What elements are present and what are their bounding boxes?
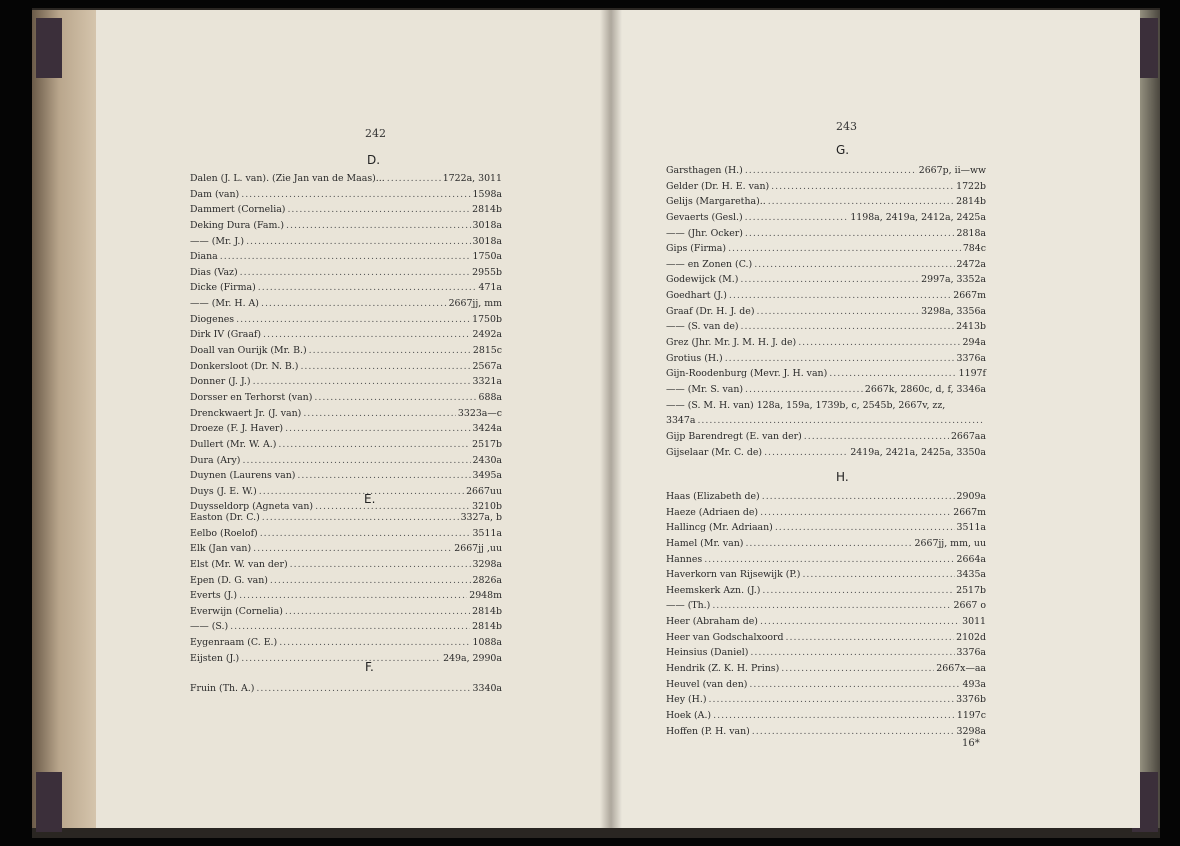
entry-name: —— (Mr. S. van): [666, 383, 744, 395]
entry-name: Diogenes: [190, 313, 235, 325]
leader-dots: [253, 374, 471, 390]
entry-name: Donner (J. J.): [190, 376, 251, 388]
entry-name: Hey (H.): [666, 694, 707, 706]
entry-reference: 3018a: [472, 235, 502, 247]
index-entry: [666, 429, 986, 445]
entry-reference: 2413b: [956, 321, 986, 333]
index-entry: [666, 351, 986, 367]
index-entry: [190, 604, 502, 620]
leader-dots: [246, 234, 470, 250]
entry-reference: 2667uu: [466, 485, 502, 497]
leader-dots: [712, 598, 951, 614]
entry-name: —— (Mr. H. A): [190, 298, 259, 310]
leader-dots: [768, 194, 954, 210]
entry-reference: 1197c: [956, 709, 986, 721]
entry-name: Eygenraam (C. E.): [190, 637, 278, 649]
leader-dots: [713, 708, 955, 724]
entry-name: —— en Zonen (C.): [666, 258, 753, 270]
entry-reference: 2667jj, mm: [448, 298, 502, 310]
entry-reference: 2667p, ii—ww: [918, 165, 986, 176]
leader-dots: [762, 583, 954, 599]
index-entry: [666, 288, 986, 304]
index-entry: [666, 724, 986, 740]
index-entry: [666, 645, 986, 661]
entry-name: Gijselaar (Mr. C. de): [666, 446, 763, 458]
entry-reference: 3376a: [956, 352, 986, 364]
entry-name: Goedhart (J.): [666, 290, 727, 302]
entry-name: Dam (van): [190, 188, 240, 200]
leader-dots: [242, 453, 470, 469]
index-entry: [666, 398, 986, 414]
leader-dots: [829, 366, 956, 382]
index-entry: [666, 708, 986, 724]
entry-reference: 3298a: [956, 725, 986, 737]
index-list: [190, 510, 502, 666]
index-entry: [190, 468, 502, 484]
leader-dots: [745, 382, 863, 398]
corner-protector: [36, 18, 62, 78]
index-entry: [190, 218, 502, 234]
leader-dots: [804, 429, 949, 445]
entry-name: Duys (J. E. W.): [190, 485, 257, 497]
entry-reference: 2667m: [953, 506, 986, 518]
index-entry: [190, 280, 502, 296]
leader-dots: [760, 505, 951, 521]
entry-reference: 3298a, 3356a: [921, 305, 986, 317]
entry-name: Haeze (Adriaen de): [666, 506, 759, 518]
leader-dots: [297, 468, 470, 484]
entry-reference: 1598a: [472, 188, 502, 200]
entry-name: Gijp Barendregt (E. van der): [666, 430, 802, 442]
leader-dots: [263, 327, 471, 343]
entry-name: Droeze (F. J. Haver): [190, 423, 284, 435]
index-entry: [666, 319, 986, 335]
leader-dots: [220, 249, 471, 265]
entry-reference: 2814b: [472, 621, 502, 633]
leader-dots: [258, 280, 477, 296]
leader-dots: [802, 567, 954, 583]
page-number: 243: [836, 120, 857, 133]
index-entry: [190, 234, 502, 250]
leader-dots: [285, 421, 470, 437]
entry-name: Eelbo (Roelof): [190, 527, 258, 539]
leader-dots: [241, 651, 441, 667]
leader-dots: [786, 630, 955, 646]
entry-reference: 784c: [962, 243, 986, 255]
index-entry: [666, 335, 986, 351]
entry-reference: 2667x—aa: [936, 663, 986, 675]
index-entry: [190, 635, 502, 651]
entry-reference: 471a: [478, 282, 502, 294]
index-entry: [666, 505, 986, 521]
entry-name: Heemskerk Azn. (J.): [666, 584, 761, 596]
entry-reference: 3511a: [472, 527, 502, 539]
page-number: 242: [365, 127, 386, 140]
entry-reference: 3018a: [472, 219, 502, 231]
index-entry: [666, 536, 986, 552]
leader-dots: [771, 179, 954, 195]
entry-name: Heinsius (Daniel): [666, 647, 749, 659]
leader-dots: [285, 604, 470, 620]
leader-dots: [745, 210, 849, 226]
entry-name: Easton (Dr. C.): [190, 512, 260, 523]
section-heading: H.: [836, 470, 849, 484]
leader-dots: [314, 390, 476, 406]
entry-reference: 2517b: [956, 584, 986, 596]
entry-reference: 2667 o: [953, 600, 986, 612]
index-entry: [190, 588, 502, 604]
entry-name: Gelijs (Margaretha)..: [666, 196, 766, 208]
entry-reference: 3376b: [956, 694, 986, 706]
entry-reference: 3424a: [472, 423, 502, 435]
index-entry: [666, 567, 986, 583]
entry-name: Elst (Mr. W. van der): [190, 558, 288, 570]
leader-dots: [775, 520, 955, 536]
index-list: [666, 163, 986, 460]
entry-name: Dicke (Firma): [190, 282, 256, 294]
index-entry: [666, 304, 986, 320]
entry-reference: 3340a: [472, 683, 502, 694]
index-entry: [190, 453, 502, 469]
leader-dots: [262, 510, 459, 526]
leader-dots: [253, 541, 452, 557]
leader-dots: [261, 296, 447, 312]
index-entry: [666, 614, 986, 630]
entry-name: Everts (J.): [190, 590, 238, 602]
entry-reference: 1722a, 3011: [442, 173, 502, 184]
leader-dots: [259, 484, 464, 500]
entry-reference: 2667jj, mm, uu: [914, 537, 986, 549]
leader-dots: [240, 265, 470, 281]
entry-reference: 2492a: [472, 329, 502, 341]
index-entry: [190, 312, 502, 328]
index-entry: [190, 249, 502, 265]
entry-reference: 2997a, 3352a: [921, 274, 986, 286]
entry-name: Hendrik (Z. K. H. Prins): [666, 663, 780, 675]
leader-dots: [752, 724, 955, 740]
index-entry: [190, 437, 502, 453]
entry-name: Grotius (H.): [666, 352, 723, 364]
entry-reference: 2667jj ,uu: [454, 543, 502, 555]
entry-reference: 3376a: [956, 647, 986, 659]
entry-name: 3347a: [666, 415, 696, 427]
index-entry: [190, 390, 502, 406]
index-entry: [190, 526, 502, 542]
entry-name: Hannes: [666, 553, 703, 565]
section-heading: D.: [367, 153, 381, 167]
section-heading: E.: [364, 492, 376, 506]
entry-reference: 2430a: [472, 454, 502, 466]
entry-name: Drenckwaert Jr. (J. van): [190, 407, 302, 419]
index-entry: [190, 484, 502, 500]
entry-reference: 3511a: [956, 522, 986, 534]
entry-name: Doall van Ourijk (Mr. B.): [190, 345, 307, 357]
entry-name: —— (S. van de): [666, 321, 739, 333]
entry-reference: 493a: [962, 678, 986, 690]
entry-name: Hallincg (Mr. Adriaan): [666, 522, 773, 534]
entry-name: Gips (Firma): [666, 243, 727, 255]
entry-reference: 1197f: [958, 368, 986, 380]
index-entry: [666, 489, 986, 505]
entry-reference: 1722b: [956, 180, 986, 192]
leader-dots: [708, 692, 954, 708]
leader-dots: [303, 406, 456, 422]
entry-reference: 2826a: [472, 574, 502, 586]
leader-dots: [309, 343, 471, 359]
entry-reference: 3210b: [472, 501, 502, 513]
entry-reference: 3323a—c: [457, 407, 502, 419]
index-entry: [190, 202, 502, 218]
entry-reference: 249a, 2990a: [443, 652, 502, 664]
index-entry: [666, 382, 986, 398]
entry-name: Diana: [190, 251, 218, 263]
entry-reference: 2815c: [472, 345, 502, 357]
entry-reference: 2814b: [956, 196, 986, 208]
entry-reference: 2814b: [472, 204, 502, 216]
entry-name: Gelder (Dr. H. E. van): [666, 180, 770, 192]
entry-name: Deking Dura (Fam.): [190, 219, 285, 231]
entry-name: Heuvel (van den): [666, 678, 748, 690]
leader-dots: [745, 226, 955, 242]
index-entry: [190, 265, 502, 281]
entry-reference: 2667k, 2860c, d, f, 3346a: [864, 383, 986, 395]
entry-name: Everwijn (Cornelia): [190, 605, 283, 617]
leader-dots: [764, 445, 848, 461]
entry-name: Grez (Jhr. Mr. J. M. H. J. de): [666, 337, 797, 349]
index-entry: [666, 163, 986, 179]
leader-dots: [741, 319, 955, 335]
entry-reference: 2517b: [472, 438, 502, 450]
entry-name: Eijsten (J.): [190, 652, 240, 664]
entry-reference: 1088a: [472, 637, 502, 649]
entry-name: Gevaerts (Gesl.): [666, 211, 743, 223]
entry-reference: 294a: [962, 337, 986, 349]
entry-name: Garsthagen (H.): [666, 165, 743, 176]
entry-name: Godewijck (M.): [666, 274, 739, 286]
entry-name: Epen (D. G. van): [190, 574, 268, 586]
leader-dots: [745, 163, 917, 179]
entry-reference: 2472a: [956, 258, 986, 270]
index-entry: [190, 510, 502, 526]
leader-dots: [256, 681, 470, 697]
entry-name: Dias (Vaz): [190, 266, 238, 278]
entry-name: Duysseldorp (Agneta van): [190, 501, 314, 513]
entry-name: —— (Jhr. Ocker): [666, 227, 743, 239]
index-entry: [666, 179, 986, 195]
entry-reference: 2667m: [953, 290, 986, 302]
index-entry: [190, 327, 502, 343]
leader-dots: [260, 526, 471, 542]
leader-dots: [729, 288, 951, 304]
index-entry: [666, 257, 986, 273]
signature-mark: 16*: [962, 738, 980, 749]
index-entry: [666, 520, 986, 536]
leader-dots: [241, 187, 470, 203]
entry-name: —— (S. M. H. van) 128a, 159a, 1739b, c, 2545b, 2667v, zz,: [666, 399, 946, 411]
leader-dots: [279, 635, 470, 651]
leader-dots: [798, 335, 960, 351]
page-edges-left: [32, 10, 100, 828]
index-entry: [190, 406, 502, 422]
entry-reference: 2664a: [956, 553, 986, 565]
entry-name: —— (Mr. J.): [190, 235, 245, 247]
entry-name: Heer (Abraham de): [666, 616, 758, 628]
entry-name: Haverkorn van Rijsewijk (P.): [666, 569, 801, 581]
leader-dots: [270, 573, 471, 589]
leader-dots: [697, 413, 984, 429]
leader-dots: [300, 359, 470, 375]
index-entry: [666, 366, 986, 382]
entry-reference: 688a: [478, 391, 502, 403]
leader-dots: [754, 257, 954, 273]
index-entry: [190, 296, 502, 312]
index-entry: [666, 445, 986, 461]
index-entry: [666, 598, 986, 614]
index-entry: [190, 359, 502, 375]
leader-dots: [387, 171, 441, 187]
entry-reference: 1750a: [472, 251, 502, 263]
entry-reference: 2667aa: [950, 430, 986, 442]
entry-reference: 3435a: [956, 569, 986, 581]
leader-dots: [740, 272, 919, 288]
entry-name: Hoek (A.): [666, 709, 712, 721]
index-entry: [190, 681, 502, 697]
index-list: [190, 171, 502, 515]
leader-dots: [757, 304, 920, 320]
entry-reference: 1198a, 2419a, 2412a, 2425a: [850, 211, 986, 223]
index-entry: [666, 272, 986, 288]
entry-name: Dirk IV (Graaf): [190, 329, 262, 341]
index-entry: [666, 583, 986, 599]
index-entry: [190, 421, 502, 437]
section-heading: G.: [836, 143, 850, 157]
entry-reference: 1750b: [472, 313, 502, 325]
index-entry: [666, 552, 986, 568]
index-entry: [666, 661, 986, 677]
entry-name: Haas (Elizabeth de): [666, 491, 760, 502]
entry-name: Dorsser en Terhorst (van): [190, 391, 313, 403]
entry-reference: 2948m: [469, 590, 502, 602]
leader-dots: [760, 614, 960, 630]
leader-dots: [290, 557, 471, 573]
index-entry: [190, 651, 502, 667]
entry-name: Fruin (Th. A.): [190, 683, 255, 694]
index-entry: [190, 374, 502, 390]
entry-name: Heer van Godschalxoord: [666, 631, 784, 643]
index-entry: [190, 557, 502, 573]
leader-dots: [230, 619, 470, 635]
entry-reference: 3011: [962, 616, 986, 628]
entry-reference: 2909a: [956, 491, 986, 502]
index-list: [666, 489, 986, 739]
leader-dots: [286, 218, 471, 234]
entry-name: Elk (Jan van): [190, 543, 252, 555]
entry-reference: 2102d: [956, 631, 986, 643]
index-entry: [666, 210, 986, 226]
entry-name: Dalen (J. L. van). (Zie Jan van de Maas)...: [190, 173, 385, 184]
leader-dots: [728, 241, 961, 257]
index-entry: [190, 573, 502, 589]
leader-dots: [750, 645, 954, 661]
entry-name: Hamel (Mr. van): [666, 537, 744, 549]
entry-name: —— (Th.): [666, 600, 711, 612]
leader-dots: [278, 437, 470, 453]
leader-dots: [781, 661, 934, 677]
leader-dots: [239, 588, 467, 604]
leader-dots: [704, 552, 954, 568]
entry-name: Dammert (Cornelia): [190, 204, 286, 216]
index-entry: [190, 541, 502, 557]
entry-name: Dura (Ary): [190, 454, 241, 466]
entry-name: —— (S.): [190, 621, 229, 633]
index-entry: [666, 692, 986, 708]
entry-reference: 2814b: [472, 605, 502, 617]
index-list: [190, 681, 502, 697]
leader-dots: [725, 351, 955, 367]
entry-reference: 2419a, 2421a, 2425a, 3350a: [850, 446, 986, 458]
entry-reference: 3321a: [472, 376, 502, 388]
book-gutter: [600, 10, 622, 828]
index-entry: [666, 226, 986, 242]
entry-name: Dullert (Mr. W. A.): [190, 438, 277, 450]
entry-name: Graaf (Dr. H. J. de): [666, 305, 755, 317]
entry-name: Duynen (Laurens van): [190, 470, 296, 482]
entry-name: Gijn-Roodenburg (Mevr. J. H. van): [666, 368, 828, 380]
index-entry: [190, 343, 502, 359]
entry-reference: 2567a: [472, 360, 502, 372]
section-heading: F.: [365, 660, 374, 674]
index-entry: [190, 187, 502, 203]
index-entry: [666, 630, 986, 646]
corner-protector: [36, 772, 62, 832]
leader-dots: [749, 677, 960, 693]
entry-reference: 3495a: [472, 470, 502, 482]
index-entry: [666, 677, 986, 693]
leader-dots: [236, 312, 470, 328]
index-entry: [666, 241, 986, 257]
entry-name: Donkersloot (Dr. N. B.): [190, 360, 299, 372]
index-entry: [190, 619, 502, 635]
entry-reference: 3298a: [472, 558, 502, 570]
leader-dots: [745, 536, 912, 552]
index-entry: [666, 194, 986, 210]
index-entry: [666, 413, 986, 429]
entry-name: Hoffen (P. H. van): [666, 725, 750, 737]
leader-dots: [762, 489, 955, 505]
entry-reference: 2818a: [956, 227, 986, 239]
leader-dots: [287, 202, 470, 218]
entry-reference: 2955b: [472, 266, 502, 278]
index-entry: [190, 171, 502, 187]
entry-reference: 3327a, b: [460, 512, 502, 523]
